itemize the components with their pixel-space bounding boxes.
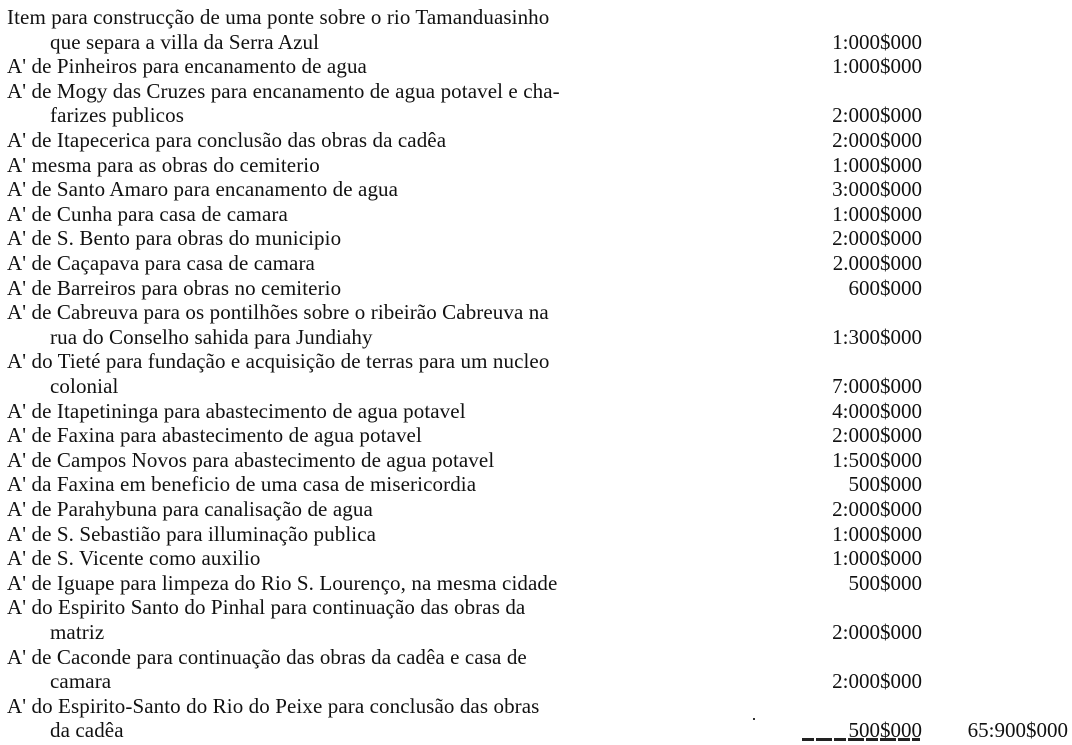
entry-text: A' de Parahybuna para canalisação de agua — [7, 497, 373, 521]
entry-text-continuation: matriz — [50, 620, 105, 644]
entry-amount: 2.000$000 — [832, 251, 922, 275]
entry-amount: 1:000$000 — [832, 201, 922, 226]
entry-text: A' de Mogy das Cruzes para encanamento de agua potavel e cha- — [7, 78, 560, 103]
entry-text: A' do Tieté para fundação e acquisição de terras para um nucleo — [7, 349, 550, 374]
entry-text: A' de S. Vicente como auxilio — [7, 546, 261, 571]
entry-text: A' de Campos Novos para abastecimento de agua potavel — [7, 447, 495, 472]
entry-amount: 4:000$000 — [832, 398, 922, 423]
entry-text: A' de Caconde para continuação das obras da cadêa e casa de — [7, 644, 527, 669]
entry-text-continuation: camara — [50, 669, 112, 694]
entry-text: A' do Espirito-Santo do Rio do Peixe para conclusão das obras — [7, 693, 540, 718]
entry-text: A' de Santo Amaro para encanamento de agua — [7, 177, 399, 202]
entry-amount: 7:000$000 — [832, 374, 922, 398]
entry-amount: 1:000$000 — [832, 29, 922, 54]
entry-amount: 2:000$000 — [832, 103, 922, 128]
entry-text: A' de Barreiros para obras no cemiterio — [7, 275, 342, 300]
entry-text: A' de S. Bento para obras do municipio — [7, 226, 342, 251]
entry-text-continuation: que separa a villa da Serra Azul — [50, 29, 320, 54]
entry-text: A' do Espirito Santo do Pinhal para continuação das obras da — [7, 595, 526, 620]
entry-amount: 3:000$000 — [832, 177, 922, 202]
entry-amount: 2:000$000 — [832, 226, 922, 251]
entry-text: A' de Cabreuva para os pontilhões sobre o ribeirão Cabreuva na — [7, 300, 549, 325]
grand-total: 65:900$000 — [967, 718, 1068, 743]
entry-text: A' da Faxina em beneficio de uma casa de misericordia — [7, 472, 477, 497]
entry-text: A' de S. Sebastião para illuminação publica — [7, 521, 377, 546]
entry-amount: 1:500$000 — [832, 447, 922, 472]
entry-text-continuation: rua do Conselho sahida para Jundiahy — [50, 324, 373, 349]
entry-text-continuation: farizes publicos — [50, 103, 184, 128]
entry-amount: 500$000 — [848, 570, 922, 595]
entry-amount: 1:000$000 — [832, 546, 922, 571]
entry-text: A' de Pinheiros para encanamento de agua — [7, 54, 367, 79]
entry-amount: 600$000 — [848, 275, 922, 300]
ink-speck — [753, 718, 755, 720]
entry-text: A' de Caçapava para casa de camara — [7, 251, 315, 275]
entry-text: A' de Faxina para abastecimento de agua potavel — [7, 423, 422, 448]
entry-text: A' de Itapetininga para abastecimento de agua potavel — [7, 398, 466, 423]
entry-amount: 1:000$000 — [832, 152, 922, 177]
entry-amount: 2:000$000 — [832, 128, 922, 152]
entry-text: A' de Iguape para limpeza do Rio S. Lourenço, na mesma cidade — [7, 570, 558, 595]
entry-text: Item para construcção de uma ponte sobre o rio Tamanduasinho — [7, 5, 550, 29]
entry-amount: 1:000$000 — [832, 54, 922, 79]
entry-amount: 2:000$000 — [832, 497, 922, 521]
entry-amount: 500$000 — [848, 472, 922, 497]
entry-amount: 500$000 — [848, 718, 922, 743]
entry-text: A' de Itapecerica para conclusão das obras da cadêa — [7, 128, 447, 152]
entry-amount: 2:000$000 — [832, 620, 922, 644]
entry-amount: 1:000$000 — [832, 521, 922, 546]
entry-text-continuation: da cadêa — [50, 718, 124, 743]
entry-text-continuation: colonial — [50, 374, 119, 398]
entry-amount: 2:000$000 — [832, 669, 922, 694]
entry-amount: 1:300$000 — [832, 324, 922, 349]
entry-amount: 2:000$000 — [832, 423, 922, 448]
entry-text: A' de Cunha para casa de camara — [7, 201, 288, 226]
entry-text: A' mesma para as obras do cemiterio — [7, 152, 320, 177]
